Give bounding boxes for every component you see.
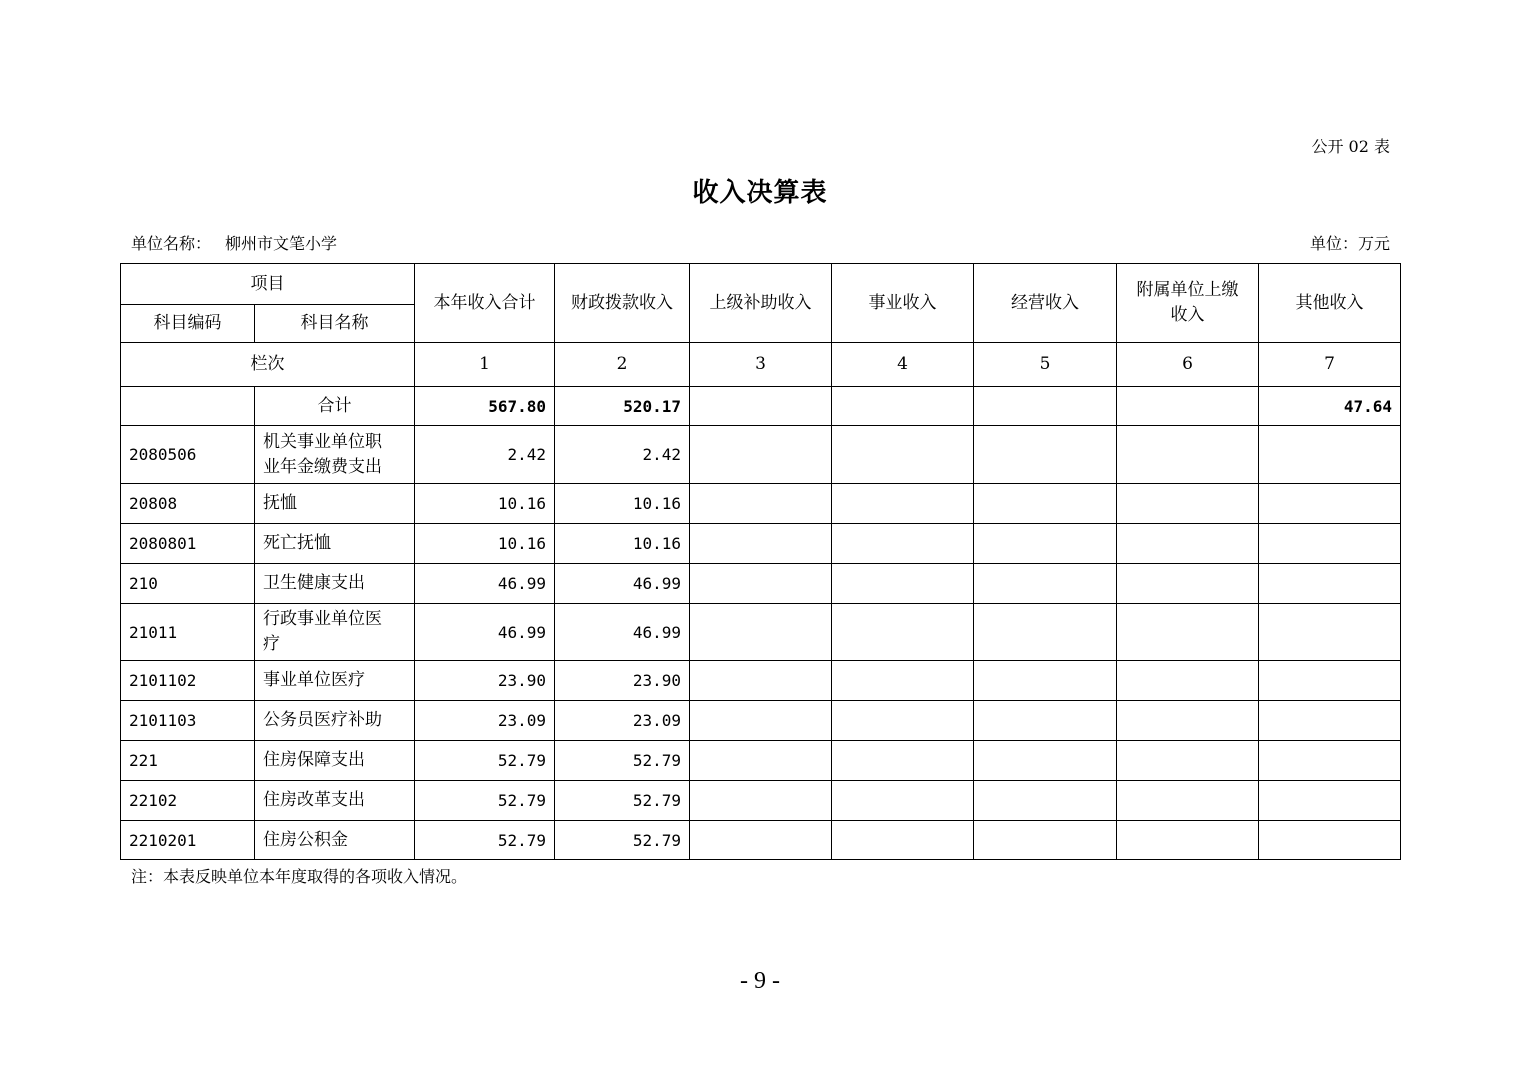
- row-affiliated: [1117, 701, 1259, 741]
- row-name: 住房公积金: [255, 821, 415, 860]
- row-total: 10.16: [415, 484, 555, 524]
- row-operating: [974, 524, 1117, 564]
- row-name: 抚恤: [255, 484, 415, 524]
- row-name-line2: 业年金缴费支出: [263, 456, 382, 477]
- row-total: 52.79: [415, 821, 555, 860]
- row-business: [832, 661, 974, 701]
- row-name: 死亡抚恤: [255, 524, 415, 564]
- page-number: - 9 -: [740, 968, 780, 994]
- row-operating: [974, 701, 1117, 741]
- row-total: 52.79: [415, 781, 555, 821]
- row-code: 2080801: [121, 524, 255, 564]
- row-other: [1259, 781, 1401, 821]
- column-index-4: 4: [832, 343, 974, 387]
- header-affiliated: [1117, 264, 1259, 343]
- column-index-6: 6: [1117, 343, 1259, 387]
- column-index-1: 1: [415, 343, 555, 387]
- row-superior: [690, 741, 832, 781]
- row-fiscal: 46.99: [555, 604, 690, 661]
- row-operating: [974, 821, 1117, 860]
- row-other: [1259, 741, 1401, 781]
- row-code: 2101103: [121, 701, 255, 741]
- row-name: 住房改革支出: [255, 781, 415, 821]
- unit-label: 单位名称：: [131, 234, 212, 253]
- row-total: 46.99: [415, 564, 555, 604]
- row-code: 21011: [121, 604, 255, 661]
- row-affiliated: [1117, 821, 1259, 860]
- row-affiliated: [1117, 524, 1259, 564]
- row-superior: [690, 426, 832, 484]
- row-code: 210: [121, 564, 255, 604]
- row-fiscal: 52.79: [555, 781, 690, 821]
- row-operating: [974, 661, 1117, 701]
- row-superior: [690, 524, 832, 564]
- row-name-line2: 疗: [263, 634, 280, 654]
- income-table: [120, 263, 1401, 860]
- row-code: 2101102: [121, 661, 255, 701]
- row-business: [832, 821, 974, 860]
- table-row: [121, 564, 1401, 604]
- row-name-line1: 机关事业单位职: [263, 431, 382, 452]
- row-fiscal: 10.16: [555, 484, 690, 524]
- row-superior: [690, 661, 832, 701]
- row-fiscal: 52.79: [555, 821, 690, 860]
- table-row: [121, 741, 1401, 781]
- row-business: [832, 426, 974, 484]
- sum-code: [121, 387, 255, 426]
- sum-business: [832, 387, 974, 426]
- row-code: 20808: [121, 484, 255, 524]
- row-name: 公务员医疗补助: [255, 701, 415, 741]
- unit-name: 柳州市文笔小学: [225, 234, 338, 253]
- row-total: 2.42: [415, 426, 555, 484]
- row-superior: [690, 564, 832, 604]
- form-id: 公开 02 表: [1311, 137, 1390, 156]
- header-name: 科目名称: [255, 305, 415, 343]
- header-superior: 上级补助收入: [690, 264, 832, 343]
- column-index-5: 5: [974, 343, 1117, 387]
- row-superior: [690, 781, 832, 821]
- row-operating: [974, 741, 1117, 781]
- header-operating: 经营收入: [974, 264, 1117, 343]
- table-row: [121, 821, 1401, 860]
- sum-superior: [690, 387, 832, 426]
- row-affiliated: [1117, 741, 1259, 781]
- sum-other: 47.64: [1259, 387, 1401, 426]
- row-total: 23.90: [415, 661, 555, 701]
- row-superior: [690, 484, 832, 524]
- row-superior: [690, 604, 832, 661]
- row-affiliated: [1117, 426, 1259, 484]
- sum-operating: [974, 387, 1117, 426]
- row-code: 221: [121, 741, 255, 781]
- column-index-label: 栏次: [121, 343, 415, 387]
- row-other: [1259, 661, 1401, 701]
- row-affiliated: [1117, 781, 1259, 821]
- header-affiliated-line2: 收入: [1170, 305, 1205, 325]
- column-index-2: 2: [555, 343, 690, 387]
- header-fiscal: 财政拨款收入: [555, 264, 690, 343]
- row-other: [1259, 524, 1401, 564]
- table-note: 注：本表反映单位本年度取得的各项收入情况。: [131, 867, 468, 886]
- header-total: 本年收入合计: [415, 264, 555, 343]
- row-total: 46.99: [415, 604, 555, 661]
- row-name-line1: 行政事业单位医: [263, 609, 382, 629]
- table-row: [121, 661, 1401, 701]
- row-fiscal: 23.09: [555, 701, 690, 741]
- header-other: 其他收入: [1259, 264, 1401, 343]
- table-row: [121, 484, 1401, 524]
- sum-fiscal: 520.17: [555, 387, 690, 426]
- row-name: 卫生健康支出: [255, 564, 415, 604]
- row-fiscal: 52.79: [555, 741, 690, 781]
- row-business: [832, 781, 974, 821]
- column-index-row: [121, 343, 1401, 387]
- row-name: [255, 426, 415, 484]
- page-title: 收入决算表: [692, 178, 828, 208]
- row-affiliated: [1117, 604, 1259, 661]
- row-business: [832, 564, 974, 604]
- row-name: 事业单位医疗: [255, 661, 415, 701]
- row-code: 2080506: [121, 426, 255, 484]
- row-business: [832, 741, 974, 781]
- row-name: 住房保障支出: [255, 741, 415, 781]
- unit-name-block: [131, 231, 337, 254]
- sum-row: [121, 387, 1401, 426]
- row-code: 2210201: [121, 821, 255, 860]
- row-business: [832, 524, 974, 564]
- row-operating: [974, 484, 1117, 524]
- row-superior: [690, 701, 832, 741]
- row-other: [1259, 604, 1401, 661]
- currency-unit: 单位：万元: [1309, 234, 1390, 253]
- row-other: [1259, 426, 1401, 484]
- sum-total: 567.80: [415, 387, 555, 426]
- sum-affiliated: [1117, 387, 1259, 426]
- row-operating: [974, 604, 1117, 661]
- row-affiliated: [1117, 484, 1259, 524]
- row-total: 23.09: [415, 701, 555, 741]
- header-item-b: 目: [267, 273, 285, 294]
- row-business: [832, 484, 974, 524]
- row-total: 52.79: [415, 741, 555, 781]
- table-row: [121, 701, 1401, 741]
- row-affiliated: [1117, 564, 1259, 604]
- row-total: 10.16: [415, 524, 555, 564]
- row-business: [832, 701, 974, 741]
- row-operating: [974, 564, 1117, 604]
- row-name: [255, 604, 415, 661]
- header-row-1: [121, 264, 1401, 305]
- row-affiliated: [1117, 661, 1259, 701]
- row-fiscal: 46.99: [555, 564, 690, 604]
- header-item-a: 项: [250, 273, 268, 294]
- header-affiliated-line1: 附属单位上缴: [1136, 280, 1239, 300]
- row-fiscal: 10.16: [555, 524, 690, 564]
- column-index-7: 7: [1259, 343, 1401, 387]
- row-operating: [974, 781, 1117, 821]
- row-fiscal: 2.42: [555, 426, 690, 484]
- table-row: [121, 604, 1401, 661]
- row-code: 22102: [121, 781, 255, 821]
- header-code: 科目编码: [121, 305, 255, 343]
- row-operating: [974, 426, 1117, 484]
- row-other: [1259, 821, 1401, 860]
- row-other: [1259, 701, 1401, 741]
- row-other: [1259, 484, 1401, 524]
- row-superior: [690, 821, 832, 860]
- sum-label: 合计: [255, 387, 415, 426]
- table-row: [121, 426, 1401, 484]
- header-item: [121, 264, 415, 305]
- row-other: [1259, 564, 1401, 604]
- column-index-3: 3: [690, 343, 832, 387]
- table-row: [121, 524, 1401, 564]
- header-business: 事业收入: [832, 264, 974, 343]
- row-business: [832, 604, 974, 661]
- row-fiscal: 23.90: [555, 661, 690, 701]
- table-row: [121, 781, 1401, 821]
